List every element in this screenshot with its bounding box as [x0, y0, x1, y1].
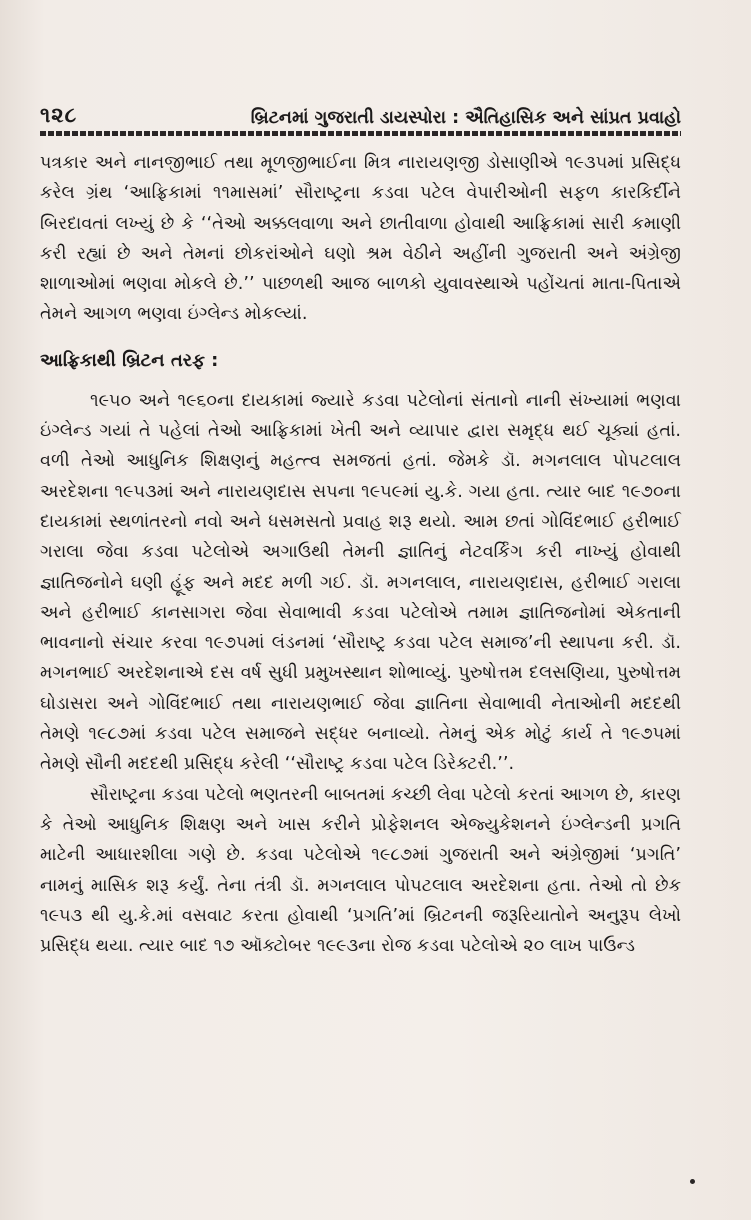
- page-body: [40, 148, 681, 961]
- closing-paragraph: સૌરાષ્ટ્રના કડવા પટેલો ભણતરની બાબતમાં કચ્છી લેવા પટેલો કરતાં આગળ છે, કારણ કે તેઓ આધુનિક શિક્ષણ અને ખાસ કરીને પ્રોફેશનલ એજ્યુકેશનને ઇંગ્લેન્ડની પ્રગતિ માટેની આધારશીલા ગણે છે. કડવા પટેલોએ ૧૯૮૭માં ગુજરાતી અને અંગ્રેજીમાં ‘પ્રગતિ’ નામનું માસિક શરૂ કર્યું. તેના તંત્રી ડૉ. મગનલાલ પોપટલાલ અરદેશના હતા. તેઓ તો છેક ૧૯૫૩ થી યુ.કે.માં વસવાટ કરતા હોવાથી ‘પ્રગતિ’માં બ્રિટનની જરૂરિયાતોને અનુરૂપ લેખો પ્રસિદ્ધ થયા. ત્યાર બાદ ૧૭ ઑક્ટોબર ૧૯૯૩ના રોજ કડવા પટેલોએ ૨૦ લાખ પાઉન્ડ: [40, 784, 681, 957]
- page-number: ૧૨૮: [40, 103, 78, 127]
- section-heading: આફ્રિકાથી બ્રિટન તરફ :: [40, 349, 219, 371]
- page-header: [40, 94, 681, 128]
- header-rule: [40, 131, 681, 136]
- section-paragraph: ૧૯૫૦ અને ૧૯૬૦ના દાયકામાં જ્યારે કડવા પટેલોનાં સંતાનો નાની સંખ્યામાં ભણવા ઇંગ્લેન્ડ ગયાં તે પહેલાં તેઓ આફ્રિકામાં ખેતી અને વ્યાપાર દ્વારા સમૃદ્ધ થઈ ચૂક્યાં હતાં. વળી તેઓ આધુનિક શિક્ષણનું મહત્ત્વ સમજતાં હતાં. જેમકે ડૉ. મગનલાલ પોપટલાલ અરદેશના ૧૯૫૩માં અને નારાયણદાસ સપના ૧૯૫૯માં યુ.કે. ગયા હતા. ત્યાર બાદ ૧૯૭૦ના દાયકામાં સ્થળાંતરનો નવો અને ધસમસતો પ્રવાહ શરૂ થયો. આમ છતાં ગોવિંદભાઈ હરીભાઈ ગરાલા જેવા કડવા પટેલોએ અગાઉથી તેમની જ્ઞાતિનું નેટવર્કિંગ કરી નાખ્યું હોવાથી જ્ઞાતિજનોને ઘણી હૂંફ અને મદદ મળી ગઈ. ડૉ. મગનલાલ, નારાયણદાસ, હરીભાઈ ગરાલા અને હરીભાઈ કાનસાગરા જેવા સેવાભાવી કડવા પટેલોએ તમામ જ્ઞાતિજનોમાં એકતાની ભાવનાનો સંચાર કરવા ૧૯૭૫માં લંડનમાં ‘સૌરાષ્ટ્ર કડવા પટેલ સમાજ’ની સ્થાપના કરી. ડૉ. મગનભાઈ અરદેશનાએ દસ વર્ષ સુધી પ્રમુખસ્થાન શોભાવ્યું. પુરુષોત્તમ દલસણિયા, પુરુષોત્તમ ઘોડાસરા અને ગોવિંદભાઈ તથા નારાયણભાઈ જેવા જ્ઞાતિના સેવાભાવી નેતાઓની મદદથી તેમણે ૧૯૮૭માં કડવા પટેલ સમાજને સદ્ધર બનાવ્યો. તેમનું એક મોટું કાર્ય તે ૧૯૭૫માં તેમણે સૌની મદદથી પ્રસિદ્ધ કરેલી ‘‘સૌરાષ્ટ્ર કડવા પટેલ ડિરેક્ટરી.’’.: [40, 390, 681, 775]
- page-mark: [690, 1179, 695, 1184]
- intro-paragraph: પત્રકાર અને નાનજીભાઈ તથા મૂળજીભાઈના મિત્ર નારાયણજી ડોસાણીએ ૧૯૩૫માં પ્રસિદ્ધ કરેલ ગ્રંથ ‘આફ્રિકામાં ૧૧માસમાં’ સૌરાષ્ટ્રના કડવા પટેલ વેપારીઓની સફળ કારકિર્દીને બિરદાવતાં લખ્યું છે કે ‘‘તેઓ અક્કલવાળા અને છાતીવાળા હોવાથી આફ્રિકામાં સારી કમાણી કરી રહ્યાં છે અને તેમનાં છોકરાંઓને ઘણો શ્રમ વેઠીને અહીંની ગુજરાતી અને અંગ્રેજી શાળાઓમાં ભણવા મોકલે છે.’’ પાછળથી આજ બાળકો યુવાવસ્થાએ પહોંચતાં માતા-પિતાએ તેમને આગળ ભણવા ઇંગ્લેન્ડ મોકલ્યાં.: [40, 153, 681, 325]
- running-title: બ્રિટનમાં ગુજરાતી ડાયસ્પોરા : ઐતિહાસિક અને સાંપ્રત પ્રવાહો: [250, 108, 681, 128]
